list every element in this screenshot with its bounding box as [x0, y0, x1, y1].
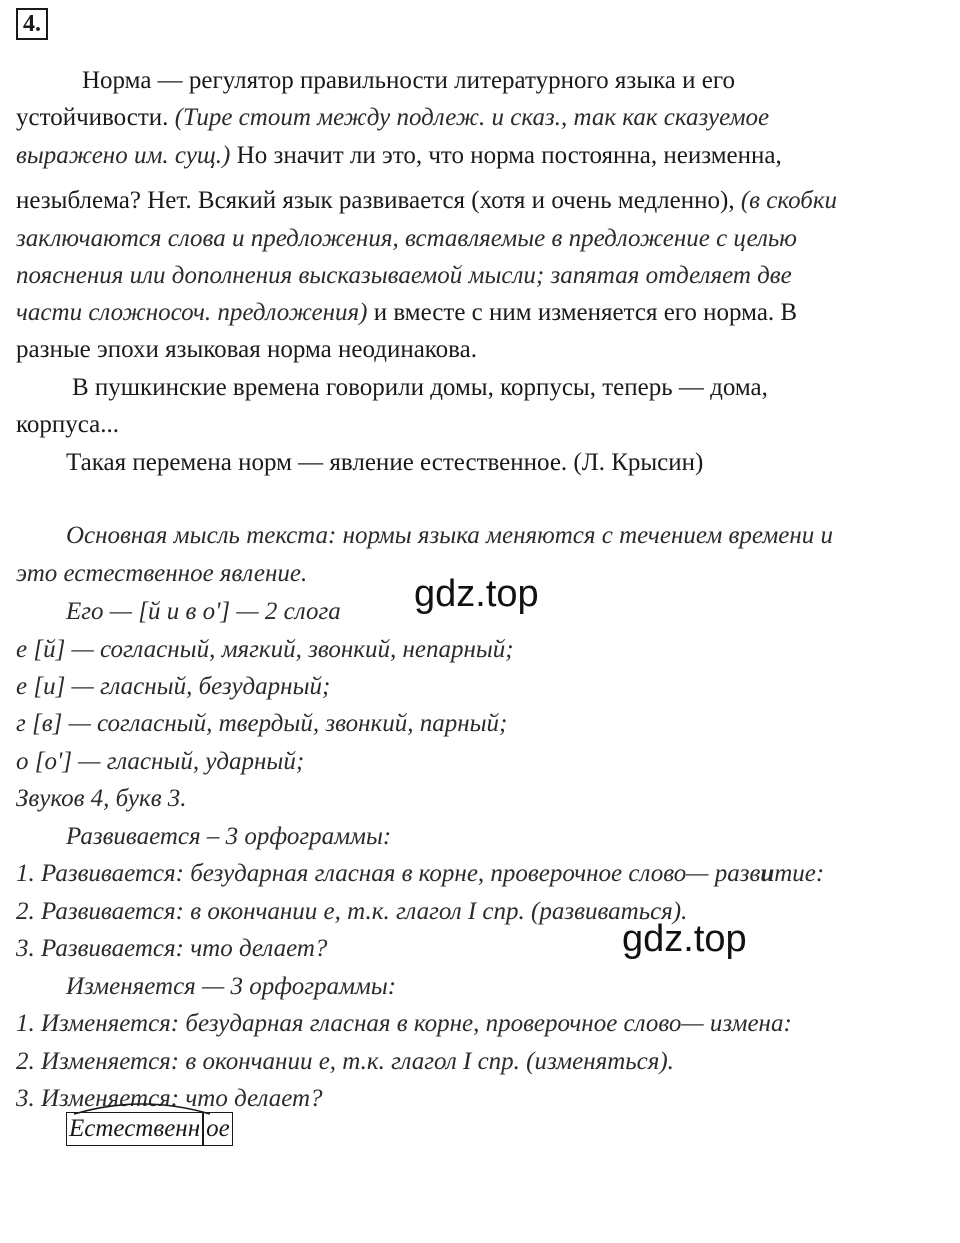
punctuation-note: выражено им. сущ.)	[16, 142, 231, 169]
phonetic-line: г [в] — согласный, твердый, звонкий, парный;	[16, 710, 508, 737]
punctuation-note: пояснения или дополнения высказываемой мысли; запятая отделяет две	[16, 262, 792, 289]
orthogram-line: 1. Изменяется: безударная гласная в корне, проверочное слово— измена:	[16, 1010, 792, 1037]
main-idea: это естественное явление.	[16, 560, 308, 587]
orthogram-line: 2. Развивается: в окончании е, т.к. глагол I спр. (развиваться).	[16, 898, 688, 925]
watermark: gdz.top	[414, 573, 539, 615]
orthogram-heading: Развивается – 3 орфограммы:	[66, 823, 392, 850]
watermark: gdz.top	[622, 918, 747, 960]
punctuation-note: заключаются слова и предложения, вставляемые в предложение с целью	[16, 225, 797, 252]
text-line	[16, 297, 797, 329]
punctuation-note: (в скобки	[740, 187, 838, 214]
phonetic-line: е [й] — согласный, мягкий, звонкий, непарный;	[16, 636, 514, 663]
punctuation-note: части сложносоч. предложения)	[16, 299, 368, 326]
word-stem: Естественн	[66, 1112, 203, 1146]
task-number: 4.	[16, 8, 48, 40]
text-line	[16, 102, 769, 134]
orthogram-line: 2. Изменяется: в окончании е, т.к. глагол I спр. (изменяться).	[16, 1048, 674, 1075]
orthogram-line: 3. Развивается: что делает?	[16, 935, 328, 962]
orthogram-line	[16, 858, 824, 890]
text-line: В пушкинские времена говорили домы, корпусы, теперь — дома,	[72, 374, 768, 401]
text-line: разные эпохи языковая норма неодинакова.	[16, 336, 477, 363]
text-fragment: незыблема? Нет. Всякий язык развивается (хотя и очень медленно),	[16, 187, 741, 214]
text-fragment: Но значит ли это, что норма постоянна, неизменна,	[230, 142, 782, 169]
main-idea: Основная мысль текста: нормы языка меняются с течением времени и	[66, 522, 834, 549]
text-fragment: устойчивости.	[16, 104, 175, 131]
text-line: Такая перемена норм — явление естественное. (Л. Крысин)	[66, 449, 704, 476]
text-fragment: 1. Развивается: безударная гласная в корне, проверочное слово— разв	[16, 860, 761, 887]
orthogram-line: 3. Изменяется: что делает?	[16, 1085, 323, 1112]
morpheme-analysis	[66, 1112, 233, 1146]
phonetic-line: о [о'] — гласный, ударный;	[16, 748, 305, 775]
phonetic-line: е [и] — гласный, безударный;	[16, 673, 331, 700]
text-line: Норма — регулятор правильности литературного языка и его	[82, 67, 736, 94]
text-fragment: тие:	[774, 860, 825, 887]
phonetic-summary: Звуков 4, букв 3.	[16, 785, 187, 812]
text-fragment: и вместе с ним изменяется его норма. В	[367, 299, 798, 326]
orthogram-heading: Изменяется — 3 орфограммы:	[66, 973, 397, 1000]
highlighted-letter: и	[760, 860, 775, 887]
text-line	[16, 185, 837, 217]
text-line: корпуса...	[16, 411, 120, 438]
punctuation-note: (Тире стоит между подлеж. и сказ., так как сказуемое	[174, 104, 770, 131]
phonetic-heading: Его — [й и в о'] — 2 слога	[66, 598, 341, 625]
text-line	[16, 140, 782, 172]
word-ending: ое	[203, 1112, 233, 1146]
